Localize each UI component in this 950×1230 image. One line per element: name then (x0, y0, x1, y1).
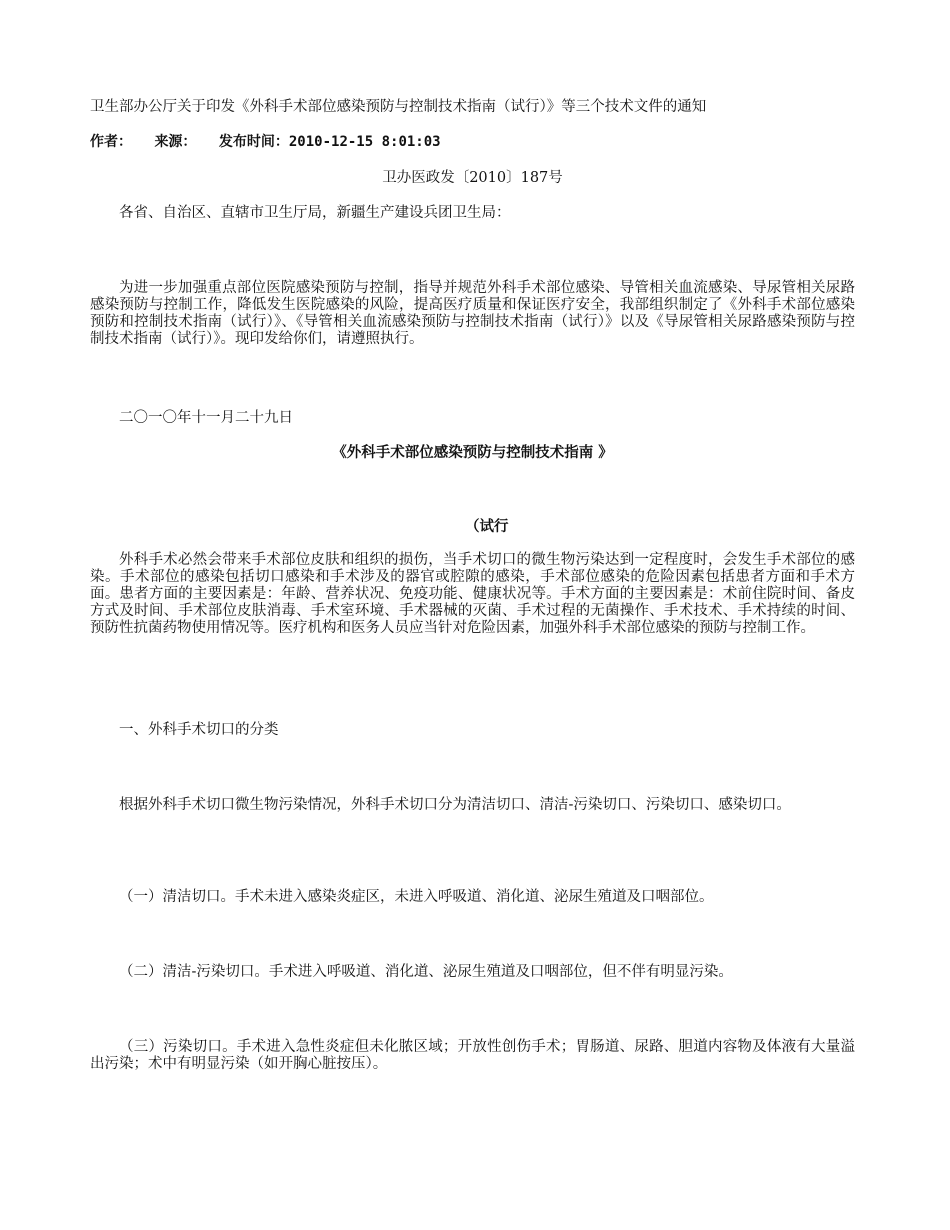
list-item: （二）清洁-污染切口。手术进入呼吸道、消化道、泌尿生殖道及口咽部位，但不伴有明显污染。 (119, 964, 733, 980)
classification-paragraph: 根据外科手术切口微生物污染情况，外科手术切口分为清洁切口、清洁-污染切口、污染切口、感染切口。 (119, 797, 791, 813)
list-item: （三）污染切口。手术进入急性炎症但未化脓区域；开放性创伤手术；胃肠道、尿路、胆道内容物及体液有大量溢出污染；术中有明显污染（如开胸心脏按压）。 (90, 1039, 855, 1072)
body-paragraph: 为进一步加强重点部位医院感染预防与控制，指导并规范外科手术部位感染、导管相关血流感染、导尿管相关尿路感染预防与控制工作，降低发生医院感染的风险，提高医疗质量和保证医疗安全，我部组织制定了《外科手术部位感染预防和控制技术指南（试行）》、《导管相关血流感染预防与控制技术指南（试行）》以及《导尿管相关尿路感染预防与控制技术指南（试行）》。现印发给你们，请遵照执行。 (90, 280, 855, 347)
document-number: 卫办医政发〔2010〕187号 (382, 170, 563, 186)
section-heading: 一、外科手术切口的分类 (119, 722, 279, 738)
intro-paragraph: 外科手术必然会带来手术部位皮肤和组织的损伤，当手术切口的微生物污染达到一定程度时，会发生手术部位的感染。手术部位的感染包括切口感染和手术涉及的器官或腔隙的感染，手术部位感染的危险因素包括患者方面和手术方面。患者方面的主要因素是：年龄、营养状况、免疫功能、健康状况等。手术方面的主要因素是：术前住院时间、备皮方式及时间、手术部位皮肤消毒、手术室环境、手术器械的灭菌、手术过程的无菌操作、手术技术、手术持续的时间、预防性抗菌药物使用情况等。医疗机构和医务人员应当针对危险因素，加强外科手术部位感染的预防与控制工作。 (90, 552, 855, 636)
guide-subtitle: （试行 (465, 518, 509, 535)
author-label: 作者： (90, 134, 132, 150)
list-item: （一）清洁切口。手术未进入感染炎症区，未进入呼吸道、消化道、泌尿生殖道及口咽部位。 (119, 889, 714, 905)
published-label: 发布时间： (218, 134, 289, 150)
document-meta (90, 134, 855, 151)
addressee: 各省、自治区、直辖市卫生厅局，新疆生产建设兵团卫生局： (119, 205, 511, 221)
source-label: 来源： (154, 134, 197, 150)
guide-title: 《外科手术部位感染预防与控制技术指南 》 (332, 444, 613, 461)
document-title: 卫生部办公厅关于印发《外科手术部位感染预防与控制技术指南（试行）》等三个技术文件的通知 (90, 99, 707, 115)
date-line: 二〇一〇年十一月二十九日 (119, 410, 293, 426)
published-value: 2010-12-15 8:01:03 (288, 134, 441, 150)
